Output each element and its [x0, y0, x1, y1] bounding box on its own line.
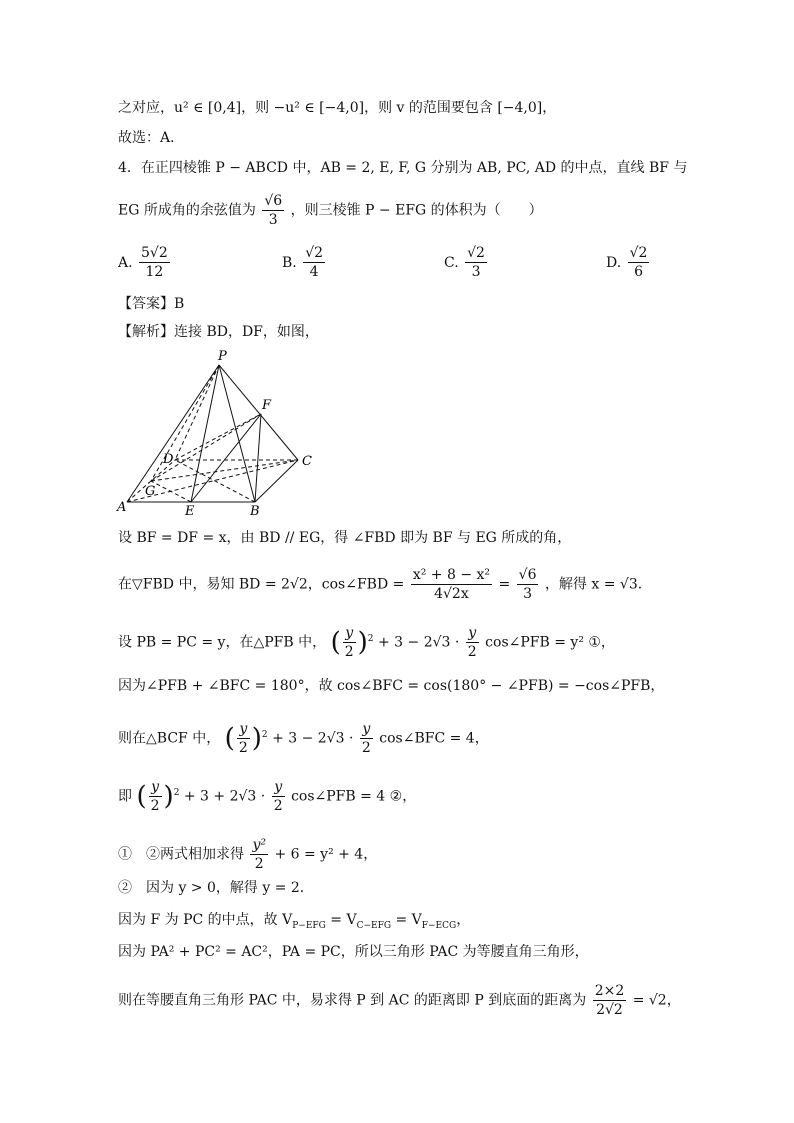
s9-end: ，: [456, 912, 471, 928]
option-d-label: D.: [606, 254, 622, 271]
pyramid-figure: [115, 345, 325, 517]
s2-num: x² + 8 − x²: [412, 567, 491, 583]
s6-end: cos∠PFB = 4 ②，: [291, 788, 417, 805]
s3-two2: 2: [467, 644, 477, 660]
s2-post: ，解得 x = √3．: [544, 576, 652, 593]
s2-pre: 在▽FBD 中，易知 BD = 2√2，cos∠FBD =: [118, 576, 405, 593]
s9-m2: = V: [391, 912, 422, 928]
s7-pre: ① ②两式相加求得: [118, 846, 244, 863]
solution-line-6: 即 ( $\frac{y}{2}$ )$^2$ + 3 + 2√3 · $\frac{y}{2}$ cos∠PFB = 4 ②，: [118, 779, 417, 814]
option-d-num: √2: [629, 245, 648, 261]
s11-num: 2×2: [594, 983, 625, 999]
s7-den: 2: [254, 856, 264, 872]
s3-sq: 2: [367, 633, 374, 644]
s5-sq: 2: [261, 729, 268, 740]
s11-post: = √2，: [632, 992, 681, 1009]
segment-bd: [175, 460, 255, 502]
s3-two: 2: [344, 644, 354, 660]
analysis-line: 【解析】连接 BD，DF，如图，: [118, 324, 319, 340]
solution-line-9: [118, 910, 470, 936]
s6-sq: 2: [173, 787, 180, 798]
option-a: [118, 244, 172, 281]
segment-bf: [255, 414, 261, 502]
label-p: P: [218, 349, 227, 364]
option-c: [444, 244, 489, 281]
label-d: D: [163, 452, 174, 467]
option-a-den: 12: [145, 264, 164, 280]
option-b-num: √2: [305, 245, 324, 261]
s5-y2: y: [360, 720, 373, 739]
s9-a: 因为 F 为 PC 的中点，故 V: [118, 912, 293, 928]
option-a-label: A.: [118, 254, 133, 271]
option-d-den: 6: [634, 264, 644, 280]
s2-den2: 3: [523, 586, 533, 602]
q4-frac-num: √6: [264, 193, 283, 209]
solution-line-5: 则在△BCF 中， ( $\frac{y}{2}$ )$^2$ + 3 − 2√3 · $\frac{y}{2}$ cos∠BFC = 4，: [118, 721, 489, 756]
s6-y2: y: [272, 778, 285, 797]
question-4-line-1: 4．在正四棱锥 P − ABCD 中，AB = 2, E, F, G 分别为 AB, PC, AD 的中点，直线 BF 与: [118, 160, 688, 176]
solution-line-7: [118, 836, 377, 873]
s5-two2: 2: [361, 740, 371, 756]
option-c-den: 3: [471, 264, 481, 280]
s6-two2: 2: [273, 798, 283, 814]
s7-num: y²: [252, 837, 266, 853]
s5-pre: 则在△BCF 中，: [118, 730, 221, 747]
option-b: [282, 244, 327, 281]
s7-post: + 6 = y² + 4，: [274, 846, 378, 863]
solution-line-2: [118, 566, 652, 603]
s11-pre: 则在等腰直角三角形 PAC 中，易求得 P 到 AC 的距离即 P 到底面的距离为: [118, 992, 587, 1009]
edge-pd: [175, 365, 219, 460]
s5-two: 2: [238, 740, 248, 756]
edge-bc: [255, 460, 298, 502]
q4-fraction: [262, 192, 284, 229]
solution-line-3: 设 PB = PC = y，在△PFB 中， ( $\frac{y}{2}$ )$^2$ + 3 − 2√3 · $\frac{y}{2}$ cos∠PFB = y² ①，: [118, 625, 615, 660]
segment-gf: [151, 414, 261, 481]
s9-m1: = V: [325, 912, 357, 928]
s3-end: cos∠PFB = y² ①，: [485, 634, 615, 651]
option-b-den: 4: [309, 264, 319, 280]
text-line-2: 故选：A．: [118, 130, 185, 146]
label-e: E: [185, 504, 195, 517]
s2-den: 4√2x: [434, 586, 469, 602]
s9-sub1: P−EFG: [292, 920, 326, 931]
segment-ef: [191, 414, 261, 502]
label-f: F: [262, 398, 272, 413]
s5-mid: + 3 − 2√3 ·: [272, 730, 358, 747]
q4-pre: EG 所成角的余弦值为: [118, 202, 256, 219]
solution-line-10: 因为 PA² + PC² = AC²，PA = PC，所以三角形 PAC 为等腰直角三角形，: [118, 944, 589, 960]
option-c-num: √2: [467, 245, 485, 261]
q4-post: ，则三棱锥 P − EFG 的体积为（ ）: [290, 202, 543, 219]
s6-two: 2: [150, 798, 160, 814]
solution-line-1: 设 BF = DF = x，由 BD // EG，得 ∠FBD 即为 BF 与 EG 所成的角，: [118, 530, 572, 546]
s5-end: cos∠BFC = 4，: [379, 730, 489, 747]
label-b: B: [250, 504, 260, 517]
label-c: C: [302, 454, 312, 469]
s5-y: y: [237, 720, 250, 739]
solution-line-4: 因为∠PFB + ∠BFC = 180°，故 cos∠BFC = cos(180° − ∠PFB) = −cos∠PFB，: [118, 678, 665, 694]
option-b-label: B.: [282, 254, 297, 271]
solution-line-11: [118, 982, 681, 1019]
s2-mid: =: [498, 576, 511, 593]
s9-sub2: C−EFG: [356, 920, 392, 931]
question-4-line-2: [118, 192, 543, 229]
s3-pre: 设 PB = PC = y，在△PFB 中，: [118, 634, 327, 651]
solution-line-8: ② 因为 y > 0，解得 y = 2．: [118, 880, 314, 896]
s9-sub3: F−ECG: [421, 920, 457, 931]
s6-pre: 即: [118, 788, 132, 805]
segment-df: [175, 414, 261, 460]
s6-mid: + 3 + 2√3 ·: [183, 788, 270, 805]
s3-y: y: [343, 624, 356, 643]
s3-y2: y: [466, 624, 479, 643]
segment-pg: [151, 365, 219, 481]
q4-frac-den: 3: [268, 212, 278, 228]
answer-line: 【答案】B: [118, 296, 185, 312]
option-d: [606, 244, 651, 281]
label-a: A: [117, 500, 127, 515]
option-c-label: C.: [444, 254, 459, 271]
s6-y: y: [149, 778, 162, 797]
s3-post: + 3 − 2√3 ·: [377, 634, 464, 651]
text-line-1: 之对应，u² ∈ [0,4]，则 −u² ∈ [−4,0]，则 v 的范围要包含 [−4,0]，: [118, 100, 557, 116]
s2-num2: √6: [518, 567, 537, 583]
option-a-num: 5√2: [141, 245, 168, 261]
label-g: G: [145, 484, 156, 499]
s11-den: 2√2: [596, 1002, 623, 1018]
